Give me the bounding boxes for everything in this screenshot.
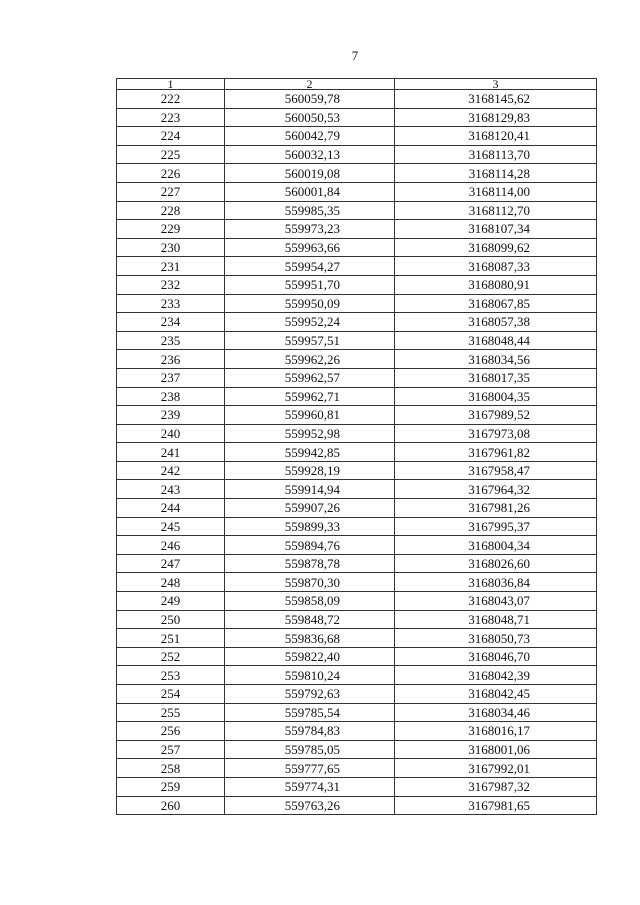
y-coordinate-cell: 3168046,70	[395, 647, 597, 666]
x-coordinate-cell: 559822,40	[225, 647, 395, 666]
y-coordinate-cell: 3167981,65	[395, 796, 597, 815]
y-coordinate-cell: 3167973,08	[395, 424, 597, 443]
point-number-cell: 255	[117, 703, 225, 722]
y-coordinate-cell: 3168099,62	[395, 238, 597, 257]
point-number-cell: 250	[117, 610, 225, 629]
x-coordinate-cell: 559985,35	[225, 201, 395, 220]
point-number-cell: 254	[117, 685, 225, 704]
table-row	[117, 257, 597, 276]
point-number-cell: 242	[117, 461, 225, 480]
x-coordinate-cell: 559777,65	[225, 759, 395, 778]
table-row	[117, 424, 597, 443]
x-coordinate-cell: 559763,26	[225, 796, 395, 815]
table-row	[117, 182, 597, 201]
point-number-cell: 247	[117, 554, 225, 573]
x-coordinate-cell: 559870,30	[225, 573, 395, 592]
point-number-cell: 243	[117, 480, 225, 499]
x-coordinate-cell: 559928,19	[225, 461, 395, 480]
x-coordinate-cell: 560042,79	[225, 127, 395, 146]
table-row	[117, 666, 597, 685]
table-row	[117, 685, 597, 704]
y-coordinate-cell: 3168067,85	[395, 294, 597, 313]
table-header	[117, 79, 597, 90]
point-number-cell: 252	[117, 647, 225, 666]
point-number-cell: 227	[117, 182, 225, 201]
table-row	[117, 536, 597, 555]
table-row	[117, 350, 597, 369]
x-coordinate-cell: 560050,53	[225, 108, 395, 127]
table-row	[117, 517, 597, 536]
table-row	[117, 145, 597, 164]
x-coordinate-cell: 559950,09	[225, 294, 395, 313]
point-number-cell: 232	[117, 275, 225, 294]
table-row	[117, 740, 597, 759]
table-row	[117, 480, 597, 499]
point-number-cell: 239	[117, 406, 225, 425]
point-number-cell: 238	[117, 387, 225, 406]
y-coordinate-cell: 3167989,52	[395, 406, 597, 425]
point-number-cell: 223	[117, 108, 225, 127]
y-coordinate-cell: 3168107,34	[395, 220, 597, 239]
point-number-cell: 229	[117, 220, 225, 239]
y-coordinate-cell: 3168016,17	[395, 722, 597, 741]
table-row	[117, 220, 597, 239]
y-coordinate-cell: 3168120,41	[395, 127, 597, 146]
table-row	[117, 275, 597, 294]
table-row	[117, 108, 597, 127]
point-number-cell: 230	[117, 238, 225, 257]
y-coordinate-cell: 3168050,73	[395, 629, 597, 648]
table-header-row	[117, 79, 597, 90]
y-coordinate-cell: 3167995,37	[395, 517, 597, 536]
y-coordinate-cell: 3167958,47	[395, 461, 597, 480]
table-row	[117, 406, 597, 425]
point-number-cell: 236	[117, 350, 225, 369]
y-coordinate-cell: 3168112,70	[395, 201, 597, 220]
x-coordinate-cell: 559914,94	[225, 480, 395, 499]
y-coordinate-cell: 3168057,38	[395, 313, 597, 332]
x-coordinate-cell: 559962,71	[225, 387, 395, 406]
x-coordinate-cell: 559792,63	[225, 685, 395, 704]
x-coordinate-cell: 559951,70	[225, 275, 395, 294]
table-row	[117, 499, 597, 518]
x-coordinate-cell: 559954,27	[225, 257, 395, 276]
x-coordinate-cell: 559960,81	[225, 406, 395, 425]
table-row	[117, 722, 597, 741]
column-header-y: 3	[395, 79, 597, 90]
table-row	[117, 443, 597, 462]
point-number-cell: 235	[117, 331, 225, 350]
y-coordinate-cell: 3167992,01	[395, 759, 597, 778]
x-coordinate-cell: 560019,08	[225, 164, 395, 183]
point-number-cell: 233	[117, 294, 225, 313]
point-number-cell: 259	[117, 777, 225, 796]
y-coordinate-cell: 3168034,46	[395, 703, 597, 722]
point-number-cell: 244	[117, 499, 225, 518]
point-number-cell: 240	[117, 424, 225, 443]
x-coordinate-cell: 559784,83	[225, 722, 395, 741]
y-coordinate-cell: 3168043,07	[395, 592, 597, 611]
x-coordinate-cell: 559785,05	[225, 740, 395, 759]
y-coordinate-cell: 3168114,00	[395, 182, 597, 201]
point-number-cell: 224	[117, 127, 225, 146]
point-number-cell: 231	[117, 257, 225, 276]
x-coordinate-cell: 559907,26	[225, 499, 395, 518]
y-coordinate-cell: 3168129,83	[395, 108, 597, 127]
y-coordinate-cell: 3168034,56	[395, 350, 597, 369]
table-row	[117, 331, 597, 350]
y-coordinate-cell: 3168001,06	[395, 740, 597, 759]
x-coordinate-cell: 559952,98	[225, 424, 395, 443]
y-coordinate-cell: 3167964,32	[395, 480, 597, 499]
table-row	[117, 554, 597, 573]
table-row	[117, 629, 597, 648]
table-body	[117, 90, 597, 815]
x-coordinate-cell: 559894,76	[225, 536, 395, 555]
y-coordinate-cell: 3168042,39	[395, 666, 597, 685]
coordinates-table	[116, 78, 597, 815]
y-coordinate-cell: 3168145,62	[395, 90, 597, 109]
table-row	[117, 368, 597, 387]
x-coordinate-cell: 559942,85	[225, 443, 395, 462]
x-coordinate-cell: 559952,24	[225, 313, 395, 332]
table-row	[117, 703, 597, 722]
x-coordinate-cell: 560001,84	[225, 182, 395, 201]
x-coordinate-cell: 559899,33	[225, 517, 395, 536]
point-number-cell: 246	[117, 536, 225, 555]
y-coordinate-cell: 3168017,35	[395, 368, 597, 387]
x-coordinate-cell: 559836,68	[225, 629, 395, 648]
y-coordinate-cell: 3168026,60	[395, 554, 597, 573]
y-coordinate-cell: 3168087,33	[395, 257, 597, 276]
x-coordinate-cell: 559785,54	[225, 703, 395, 722]
point-number-cell: 222	[117, 90, 225, 109]
point-number-cell: 258	[117, 759, 225, 778]
table-row	[117, 387, 597, 406]
point-number-cell: 245	[117, 517, 225, 536]
y-coordinate-cell: 3168004,34	[395, 536, 597, 555]
y-coordinate-cell: 3168114,28	[395, 164, 597, 183]
table-row	[117, 90, 597, 109]
table-row	[117, 313, 597, 332]
table-row	[117, 796, 597, 815]
column-header-number: 1	[117, 79, 225, 90]
y-coordinate-cell: 3167981,26	[395, 499, 597, 518]
point-number-cell: 253	[117, 666, 225, 685]
x-coordinate-cell: 559848,72	[225, 610, 395, 629]
point-number-cell: 249	[117, 592, 225, 611]
y-coordinate-cell: 3168113,70	[395, 145, 597, 164]
x-coordinate-cell: 559858,09	[225, 592, 395, 611]
table-row	[117, 201, 597, 220]
point-number-cell: 248	[117, 573, 225, 592]
page-number: 7	[351, 48, 359, 63]
point-number-cell: 237	[117, 368, 225, 387]
x-coordinate-cell: 559973,23	[225, 220, 395, 239]
y-coordinate-cell: 3168042,45	[395, 685, 597, 704]
table-row	[117, 127, 597, 146]
x-coordinate-cell: 559878,78	[225, 554, 395, 573]
table-row	[117, 573, 597, 592]
column-header-x: 2	[225, 79, 395, 90]
y-coordinate-cell: 3168048,44	[395, 331, 597, 350]
y-coordinate-cell: 3168080,91	[395, 275, 597, 294]
point-number-cell: 225	[117, 145, 225, 164]
point-number-cell: 251	[117, 629, 225, 648]
x-coordinate-cell: 559957,51	[225, 331, 395, 350]
table-row	[117, 238, 597, 257]
point-number-cell: 257	[117, 740, 225, 759]
point-number-cell: 234	[117, 313, 225, 332]
x-coordinate-cell: 560032,13	[225, 145, 395, 164]
point-number-cell: 228	[117, 201, 225, 220]
table-row	[117, 294, 597, 313]
x-coordinate-cell: 560059,78	[225, 90, 395, 109]
table-row	[117, 592, 597, 611]
x-coordinate-cell: 559962,57	[225, 368, 395, 387]
x-coordinate-cell: 559963,66	[225, 238, 395, 257]
y-coordinate-cell: 3168036,84	[395, 573, 597, 592]
table-row	[117, 461, 597, 480]
table-row	[117, 647, 597, 666]
y-coordinate-cell: 3167987,32	[395, 777, 597, 796]
point-number-cell: 256	[117, 722, 225, 741]
x-coordinate-cell: 559962,26	[225, 350, 395, 369]
y-coordinate-cell: 3168004,35	[395, 387, 597, 406]
table-row	[117, 759, 597, 778]
point-number-cell: 226	[117, 164, 225, 183]
table-row	[117, 777, 597, 796]
table-row	[117, 164, 597, 183]
point-number-cell: 260	[117, 796, 225, 815]
y-coordinate-cell: 3168048,71	[395, 610, 597, 629]
x-coordinate-cell: 559774,31	[225, 777, 395, 796]
x-coordinate-cell: 559810,24	[225, 666, 395, 685]
y-coordinate-cell: 3167961,82	[395, 443, 597, 462]
table-row	[117, 610, 597, 629]
point-number-cell: 241	[117, 443, 225, 462]
